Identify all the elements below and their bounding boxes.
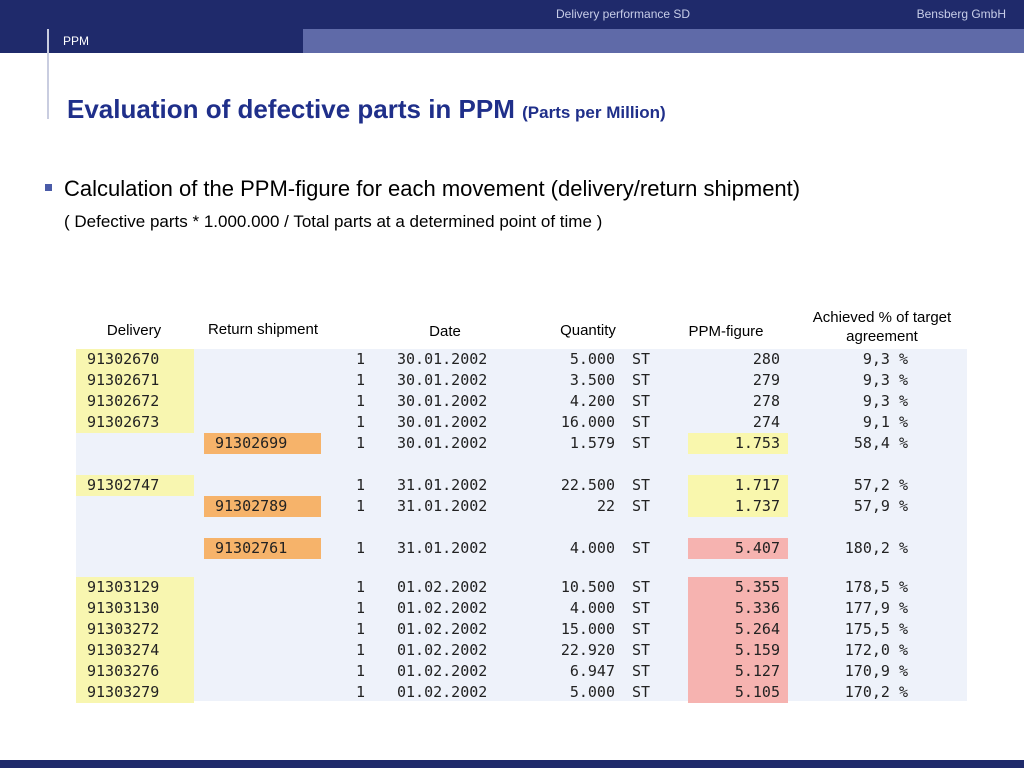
return-shipment-cell: [204, 391, 321, 412]
unit-cell: ST: [632, 392, 651, 410]
unit-cell: ST: [632, 539, 651, 557]
achieved-percent-cell: 9,3 %: [862, 392, 908, 410]
return-shipment-cell: [204, 370, 321, 391]
ppm-figure-cell: 5.355: [688, 577, 788, 598]
return-shipment-cell: [204, 412, 321, 433]
achieved-percent-cell: 175,5 %: [844, 620, 908, 638]
table-row: [76, 682, 967, 703]
unit-cell: ST: [632, 641, 651, 659]
quantity-cell: 4.000: [569, 539, 615, 557]
quantity-cell: 10.500: [560, 578, 615, 596]
unit-cell: ST: [632, 413, 651, 431]
ppm-figure-cell: 5.159: [688, 640, 788, 661]
date-cell: 01.02.2002: [397, 599, 488, 617]
ppm-data-table: [76, 349, 967, 701]
date-cell: 01.02.2002: [397, 620, 488, 638]
item-count-cell: 1: [356, 683, 366, 701]
item-count-cell: 1: [356, 620, 366, 638]
ppm-figure-cell: 280: [752, 350, 780, 368]
date-cell: 31.01.2002: [397, 539, 488, 557]
table-row: [76, 598, 967, 619]
delivery-cell: 91303130: [76, 598, 194, 619]
delivery-cell: [76, 538, 194, 559]
slide-title-main: Evaluation of defective parts in PPM: [67, 94, 515, 124]
ppm-figure-cell: 1.737: [688, 496, 788, 517]
table-row: [76, 412, 967, 433]
table-row: [76, 661, 967, 682]
delivery-cell: 91303272: [76, 619, 194, 640]
top-header-bar: [0, 0, 1024, 29]
unit-cell: ST: [632, 350, 651, 368]
company-name: Bensberg GmbH: [916, 7, 1006, 21]
return-shipment-cell: 91302761: [204, 538, 321, 559]
delivery-cell: 91303276: [76, 661, 194, 682]
date-cell: 01.02.2002: [397, 662, 488, 680]
bullet-text: Calculation of the PPM-figure for each movement (delivery/return shipment): [64, 176, 801, 201]
ppm-figure-cell: 274: [752, 413, 780, 431]
bullet-square-icon: [45, 184, 52, 191]
unit-cell: ST: [632, 620, 651, 638]
achieved-percent-cell: 180,2 %: [844, 539, 908, 557]
achieved-percent-cell: 172,0 %: [844, 641, 908, 659]
section-tab-label: PPM: [63, 34, 90, 48]
column-header-ppm-figure: PPM-figure: [688, 323, 764, 340]
delivery-cell: 91302671: [76, 370, 194, 391]
item-count-cell: 1: [356, 599, 366, 617]
item-count-cell: 1: [356, 641, 366, 659]
unit-cell: ST: [632, 578, 651, 596]
slide-title: [67, 94, 666, 125]
return-shipment-cell: [204, 682, 321, 703]
achieved-percent-cell: 58,4 %: [853, 434, 908, 452]
item-count-cell: 1: [356, 497, 366, 515]
item-count-cell: 1: [356, 434, 366, 452]
ppm-figure-cell: 5.336: [688, 598, 788, 619]
quantity-cell: 16.000: [560, 413, 615, 431]
achieved-percent-cell: 170,2 %: [844, 683, 908, 701]
slide-title-sub: (Parts per Million): [522, 103, 666, 122]
column-header-quantity: Quantity: [560, 322, 616, 339]
achieved-percent-cell: 9,3 %: [862, 371, 908, 389]
column-header-delivery: Delivery: [106, 322, 162, 339]
table-row: [76, 577, 967, 598]
quantity-cell: 5.000: [569, 350, 615, 368]
item-count-cell: 1: [356, 578, 366, 596]
quantity-cell: 4.000: [569, 599, 615, 617]
table-row: [76, 433, 967, 454]
achieved-percent-cell: 178,5 %: [844, 578, 908, 596]
delivery-cell: 91303274: [76, 640, 194, 661]
column-header-achieved-line1: Achieved % of target: [812, 309, 952, 326]
delivery-cell: 91302670: [76, 349, 194, 370]
delivery-cell: 91303129: [76, 577, 194, 598]
unit-cell: ST: [632, 434, 651, 452]
unit-cell: ST: [632, 683, 651, 701]
document-title: Delivery performance SD: [556, 7, 691, 21]
column-header-date: Date: [429, 323, 461, 340]
quantity-cell: 4.200: [569, 392, 615, 410]
item-count-cell: 1: [356, 392, 366, 410]
unit-cell: ST: [632, 599, 651, 617]
ppm-figure-cell: 279: [752, 371, 780, 389]
ppm-figure-cell: 5.105: [688, 682, 788, 703]
table-row: [76, 349, 967, 370]
item-count-cell: 1: [356, 371, 366, 389]
section-bar: [0, 29, 1024, 53]
ppm-figure-cell: 5.264: [688, 619, 788, 640]
return-shipment-cell: [204, 577, 321, 598]
date-cell: 30.01.2002: [397, 371, 488, 389]
divider-line: [47, 29, 49, 119]
item-count-cell: 1: [356, 350, 366, 368]
date-cell: 30.01.2002: [397, 350, 488, 368]
item-count-cell: 1: [356, 476, 366, 494]
date-cell: 01.02.2002: [397, 641, 488, 659]
return-shipment-cell: [204, 619, 321, 640]
quantity-cell: 22.500: [560, 476, 615, 494]
achieved-percent-cell: 57,9 %: [853, 497, 908, 515]
unit-cell: ST: [632, 662, 651, 680]
quantity-cell: 1.579: [569, 434, 615, 452]
delivery-cell: 91302673: [76, 412, 194, 433]
unit-cell: ST: [632, 476, 651, 494]
delivery-cell: 91302672: [76, 391, 194, 412]
item-count-cell: 1: [356, 413, 366, 431]
column-header-achieved: [790, 308, 974, 346]
date-cell: 30.01.2002: [397, 413, 488, 431]
quantity-cell: 5.000: [569, 683, 615, 701]
date-cell: 30.01.2002: [397, 392, 488, 410]
table-row: [76, 370, 967, 391]
column-header-achieved-line2: agreement: [846, 328, 918, 345]
ppm-figure-cell: 1.753: [688, 433, 788, 454]
date-cell: 01.02.2002: [397, 683, 488, 701]
date-cell: 31.01.2002: [397, 476, 488, 494]
date-cell: 31.01.2002: [397, 497, 488, 515]
delivery-cell: [76, 496, 194, 517]
delivery-cell: 91303279: [76, 682, 194, 703]
delivery-cell: 91302747: [76, 475, 194, 496]
return-shipment-cell: 91302789: [204, 496, 321, 517]
column-header-return-shipment: Return shipment: [207, 321, 319, 338]
section-tab: [0, 29, 303, 53]
table-row: [76, 538, 967, 559]
bottom-bar: [0, 760, 1024, 768]
unit-cell: ST: [632, 497, 651, 515]
ppm-figure-cell: 5.407: [688, 538, 788, 559]
item-count-cell: 1: [356, 539, 366, 557]
achieved-percent-cell: 9,3 %: [862, 350, 908, 368]
return-shipment-cell: 91302699: [204, 433, 321, 454]
return-shipment-cell: [204, 475, 321, 496]
quantity-cell: 15.000: [560, 620, 615, 638]
achieved-percent-cell: 177,9 %: [844, 599, 908, 617]
table-row: [76, 619, 967, 640]
ppm-figure-cell: 1.717: [688, 475, 788, 496]
achieved-percent-cell: 9,1 %: [862, 413, 908, 431]
ppm-figure-cell: 278: [752, 392, 780, 410]
achieved-percent-cell: 57,2 %: [853, 476, 908, 494]
return-shipment-cell: [204, 640, 321, 661]
date-cell: 01.02.2002: [397, 578, 488, 596]
table-row: [76, 640, 967, 661]
achieved-percent-cell: 170,9 %: [844, 662, 908, 680]
return-shipment-cell: [204, 661, 321, 682]
ppm-figure-cell: 5.127: [688, 661, 788, 682]
item-count-cell: 1: [356, 662, 366, 680]
quantity-cell: 6.947: [569, 662, 615, 680]
date-cell: 30.01.2002: [397, 434, 488, 452]
table-row: [76, 496, 967, 517]
delivery-cell: [76, 433, 194, 454]
return-shipment-cell: [204, 598, 321, 619]
table-row: [76, 475, 967, 496]
return-shipment-cell: [204, 349, 321, 370]
unit-cell: ST: [632, 371, 651, 389]
table-row: [76, 391, 967, 412]
quantity-cell: 3.500: [569, 371, 615, 389]
formula-text: ( Defective parts * 1.000.000 / Total parts at a determined point of time ): [64, 212, 603, 231]
quantity-cell: 22.920: [560, 641, 615, 659]
quantity-cell: 22: [596, 497, 615, 515]
